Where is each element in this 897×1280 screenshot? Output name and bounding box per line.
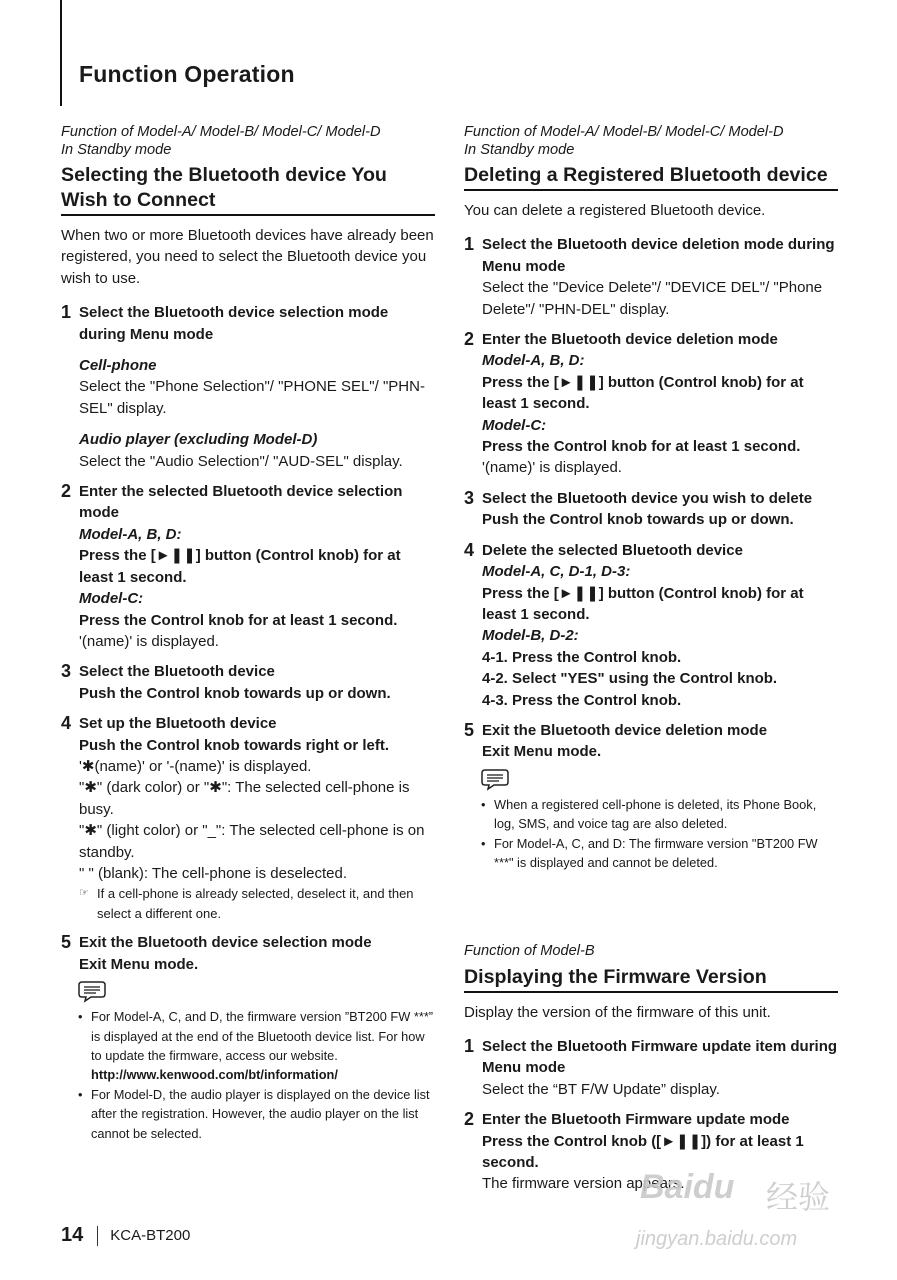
reference-note (79, 884, 435, 923)
note-item: • For Model-A, C, and D: The firmware version "BT200 FW ***" is displayed and cannot be deleted. (481, 834, 838, 873)
step-title: Select the Bluetooth device deletion mode during Menu mode (482, 236, 835, 275)
intro-text: When two or more Bluetooth devices have already been registered, you need to select the Bluetooth device you wish to use. (61, 227, 434, 287)
model-label: Model-A, C, D-1, D-3: (482, 563, 631, 581)
page-number: 14 (61, 1224, 84, 1246)
section-title: Displaying the Firmware Version (464, 965, 838, 993)
subhead-line: Function of Model-A/ Model-B/ Model-C/ Model-D (464, 124, 784, 140)
step-number: 4 (61, 713, 72, 734)
press-instruction: Press the [►❚❚] button (Control knob) for at least 1 second. (482, 373, 804, 413)
footer-divider (97, 1226, 98, 1246)
section-subhead (61, 124, 435, 159)
step-title: Select the Bluetooth Firmware update item during Menu mode (482, 1037, 838, 1077)
step-number: 5 (61, 932, 72, 953)
step-3 (464, 488, 838, 531)
step-number: 2 (464, 329, 475, 350)
note-icon (481, 767, 509, 791)
step-action: Exit Menu mode. (79, 955, 199, 973)
section-subhead: Function of Model-B (464, 943, 595, 959)
cellphone-label: Cell-phone (79, 357, 157, 375)
star-icon: ✱ (84, 779, 97, 797)
section-subhead (464, 124, 838, 159)
baidu-watermark (636, 1146, 846, 1274)
step-5 (464, 720, 838, 763)
step-action: Push the Control knob towards up or down. (79, 684, 391, 702)
step-number: 3 (464, 487, 475, 508)
step-1 (61, 302, 435, 472)
step-title: Enter the Bluetooth Firmware update mode (482, 1111, 790, 1129)
note-item: • When a registered cell-phone is deleted, its Phone Book, log, SMS, and voice tag are also deleted. (481, 795, 838, 834)
notes-list (481, 795, 838, 873)
watermark-brand: Baidu (640, 1168, 735, 1206)
step-number: 1 (464, 234, 475, 255)
model-name: KCA-BT200 (110, 1227, 191, 1244)
star-icon: ✱ (81, 757, 95, 775)
note-icon (78, 979, 106, 1003)
section-title: Selecting the Bluetooth device You Wish to Connect (61, 163, 435, 216)
status-line: "✱" (light color) or "_": The selected cell-phone is on standby. (79, 822, 425, 861)
note-item: • For Model-A, C, and D, the firmware version ”BT200 FW ***” is displayed at the end of the Bluetooth device list. For how to update the firmware, access our website. http://www.kenwood.com/bt/information/ (78, 1007, 435, 1085)
model-label: Model-A, B, D: (79, 525, 182, 543)
cellphone-text: Select the "Phone Selection"/ "PHONE SEL"/ "PHN-SEL" display. (79, 378, 425, 417)
intro-text: You can delete a registered Bluetooth device. (464, 202, 766, 219)
step-title: Select the Bluetooth device selection mode during Menu mode (79, 304, 389, 343)
play-pause-icon: ►❚❚ (155, 547, 196, 565)
model-label: Model-C: (79, 590, 144, 608)
play-pause-icon: ►❚❚ (661, 1132, 702, 1150)
intro-text: Display the version of the firmware of this unit. (464, 1003, 771, 1021)
press-instruction: Press the [►❚❚] button (Control knob) for at least 1 second. (79, 547, 401, 586)
step-number: 2 (61, 481, 72, 502)
step-title: Select the Bluetooth device you wish to delete (482, 489, 813, 507)
step-action: Push the Control knob towards up or down. (482, 511, 794, 529)
displayed-text: '(name)' is displayed. (79, 632, 219, 650)
press-instruction: Press the Control knob ([►❚❚]) for at least 1 second. (482, 1132, 804, 1171)
step-title: Exit the Bluetooth device selection mode (79, 934, 372, 952)
step-title: Exit the Bluetooth device deletion mode (482, 721, 768, 739)
step-text: The firmware version appears. (482, 1175, 685, 1193)
step-2 (464, 329, 838, 479)
subhead-line: Function of Model-A/ Model-B/ Model-C/ Model-D (61, 124, 381, 140)
step-title: Set up the Bluetooth device (79, 715, 277, 733)
step-number: 2 (464, 1109, 475, 1130)
step-text: Select the "Device Delete"/ "DEVICE DEL"/ "Phone Delete"/ "PHN-DEL" display. (482, 279, 823, 318)
step-number: 1 (464, 1035, 475, 1056)
step-number: 5 (464, 719, 475, 740)
status-line: '✱(name)' or '-(name)' is displayed. (79, 757, 312, 775)
subhead-line: In Standby mode (61, 141, 172, 158)
step-action: Push the Control knob towards right or left. (79, 736, 389, 754)
displayed-text: '(name)' is displayed. (482, 459, 622, 477)
knob-instruction: Press the Control knob for at least 1 second. (482, 438, 801, 456)
step-1 (464, 234, 838, 320)
note-item: • For Model-D, the audio player is displayed on the device list after the registration. However, the audio player on the list cannot be selected. (78, 1085, 435, 1143)
step-5 (61, 932, 435, 975)
step-title: Enter the selected Bluetooth device selection mode (79, 483, 403, 522)
reference-text: If a cell-phone is already selected, deselect it, and then select a different one. (97, 886, 414, 921)
play-pause-icon: ►❚❚ (558, 584, 599, 602)
step-number: 3 (61, 661, 72, 682)
substep: 4-2. Select "YES" using the Control knob. (482, 670, 778, 688)
page-title: Function Operation (79, 61, 295, 87)
step-title: Select the Bluetooth device (79, 663, 275, 681)
step-title: Enter the Bluetooth device deletion mode (482, 331, 778, 349)
substep: 4-3. Press the Control knob. (482, 691, 682, 709)
audio-label: Audio player (excluding Model-D) (79, 431, 318, 449)
step-4 (61, 713, 435, 923)
step-1 (464, 1036, 838, 1100)
notes-list (78, 1007, 435, 1143)
star-icon: ✱ (209, 779, 222, 797)
watermark-url: jingyan.baidu.com (636, 1228, 798, 1250)
page-footer (61, 1224, 190, 1247)
section-title: Deleting a Registered Bluetooth device (464, 163, 838, 191)
status-line: " " (blank): The cell-phone is deselected. (79, 864, 348, 882)
website-link[interactable]: http://www.kenwood.com/bt/information/ (91, 1067, 338, 1083)
pointing-hand-icon: ☞ (79, 887, 89, 900)
step-action: Exit Menu mode. (482, 743, 602, 761)
step-number: 1 (61, 302, 72, 323)
audio-text: Select the "Audio Selection"/ "AUD-SEL" display. (79, 452, 403, 470)
knob-instruction: Press the Control knob for at least 1 second. (79, 611, 398, 629)
step-4 (464, 540, 838, 711)
model-label: Model-B, D-2: (482, 627, 579, 645)
step-2 (61, 481, 435, 652)
press-instruction: Press the [►❚❚] button (Control knob) for at least 1 second. (482, 584, 804, 623)
watermark-cn: 经验 (766, 1179, 831, 1215)
right-column (464, 124, 838, 872)
status-line: "✱" (dark color) or "✱": The selected cell-phone is busy. (79, 779, 410, 818)
model-label: Model-C: (482, 416, 547, 434)
step-title: Delete the selected Bluetooth device (482, 541, 743, 559)
left-column (61, 124, 435, 1143)
step-text: Select the “BT F/W Update” display. (482, 1080, 720, 1098)
step-3 (61, 661, 435, 704)
star-icon: ✱ (84, 822, 97, 840)
step-number: 4 (464, 539, 475, 560)
model-label: Model-A, B, D: (482, 352, 585, 370)
top-rule (60, 0, 62, 106)
substep: 4-1. Press the Control knob. (482, 648, 682, 666)
play-pause-icon: ►❚❚ (558, 373, 599, 391)
subhead-line: In Standby mode (464, 141, 575, 158)
